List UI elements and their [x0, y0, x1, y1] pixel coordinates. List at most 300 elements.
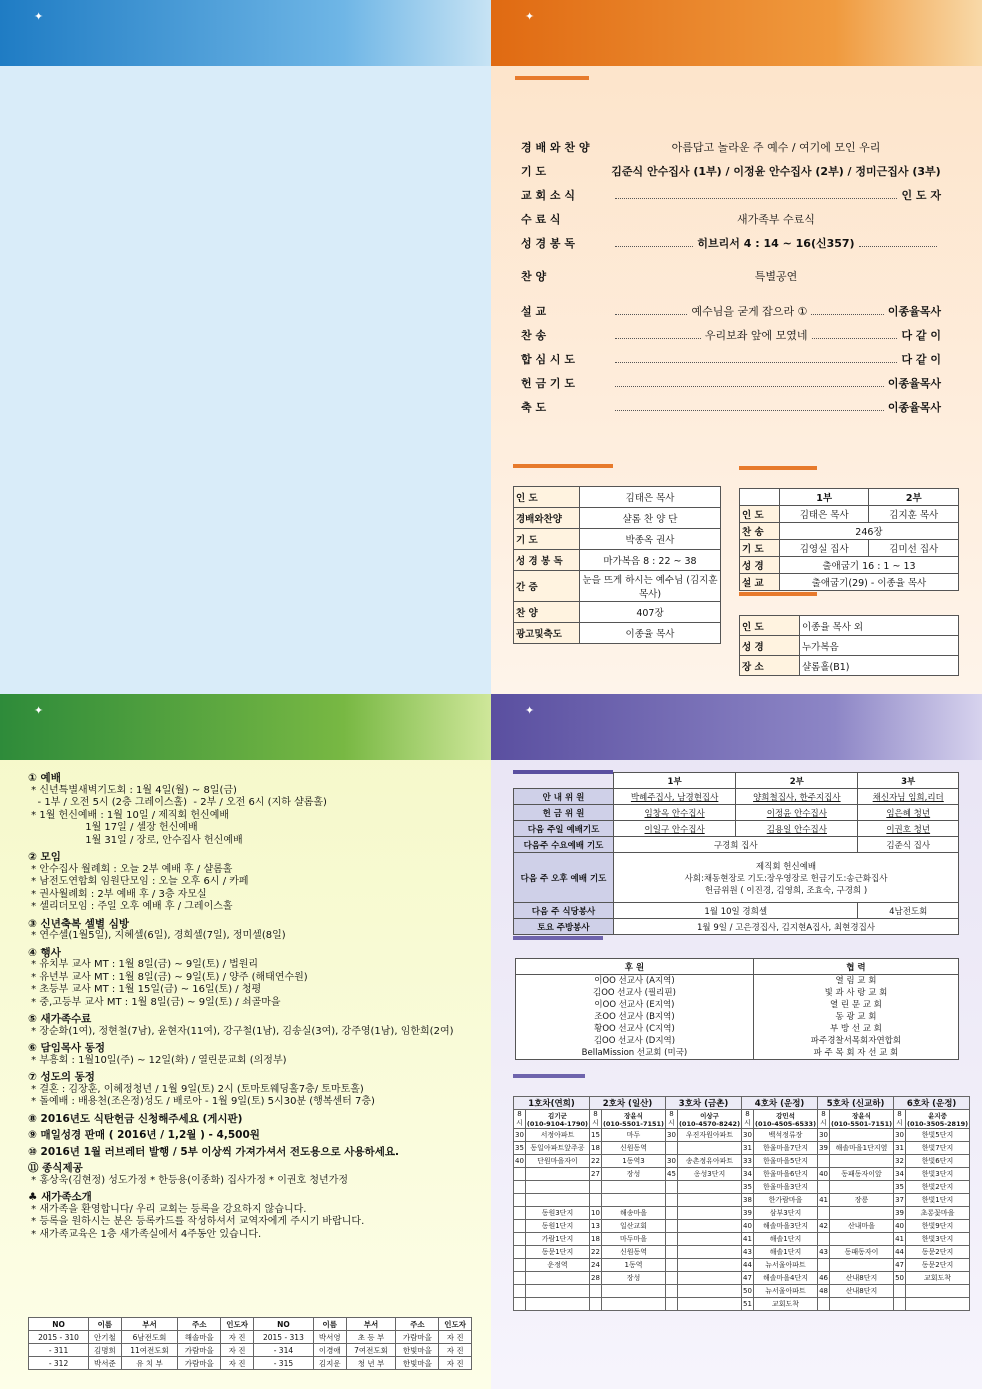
order-item: 예수님을 굳게 잡으라 ①	[691, 305, 808, 318]
news-line: * 남전도연합회 임원단모임 : 오늘 오후 6시 / 카페	[28, 876, 249, 887]
bus-stop	[601, 1194, 665, 1207]
table-row	[514, 1194, 970, 1207]
bus-min: 40	[514, 1155, 526, 1168]
bus-hour: 8시	[742, 1110, 754, 1129]
bus-driver: 김기군 (010-9104-1790)	[526, 1111, 589, 1128]
bus-stop	[525, 1181, 589, 1194]
bus-min: 50	[894, 1272, 906, 1285]
news-line: * 1월 헌신예배 : 1월 10일 / 제직회 헌신예배	[28, 809, 230, 821]
order-label: 찬 양	[521, 270, 547, 283]
bus-min	[818, 1233, 830, 1246]
table-row	[514, 529, 721, 550]
bus-stop	[525, 1298, 589, 1311]
table-row	[516, 975, 959, 1060]
bus-stop	[525, 1272, 589, 1285]
order-label: 경 배 와 찬 양	[521, 141, 590, 154]
table-row	[740, 523, 959, 540]
row-value: 박종옥 권사	[580, 529, 721, 550]
bus-stop	[601, 1298, 665, 1311]
nf-head: NO	[253, 1318, 313, 1331]
bus-min: 39	[894, 1207, 906, 1220]
bus-stop	[525, 1285, 589, 1298]
bus-min: 44	[894, 1246, 906, 1259]
bus-stop	[829, 1155, 893, 1168]
news-line: * 등록을 원하시는 분은 등록카드를 작성하셔서 교역자에게 주시기 바랍니다.	[28, 1216, 365, 1227]
bus-hour: 8시	[590, 1110, 602, 1129]
nf-cell: 가람마을	[178, 1357, 221, 1370]
row-value: 누가복음	[800, 636, 959, 656]
nf-cell: 이경애	[313, 1344, 346, 1357]
bus-min	[514, 1259, 526, 1272]
order-row	[521, 375, 941, 391]
news-line: 1월 17일 / 셀장 헌신예배	[28, 822, 198, 833]
news-line: * 중,고등부 교사 MT : 1월 8일(금) ~ 9일(토) / 쇠골마을	[28, 996, 281, 1008]
order-label: 수 료 식	[521, 213, 561, 226]
nf-cell: - 314	[253, 1344, 313, 1357]
bus-head: 6호차 (운정)	[894, 1097, 970, 1110]
bus-stop: 교회도착	[906, 1272, 970, 1285]
bus-stop: 한빛9단지	[906, 1220, 970, 1233]
bus-hour: 8시	[514, 1110, 526, 1129]
news-line: ⑤ 새가족수료	[28, 1013, 92, 1025]
row-label: 경배와찬양	[514, 508, 580, 529]
table-row	[514, 623, 721, 644]
dotted-leader	[812, 331, 898, 339]
bus-stop	[525, 1168, 589, 1181]
row-value: 마가복음 8 : 22 ~ 38	[580, 550, 721, 571]
table-row	[29, 1318, 472, 1331]
order-row	[521, 235, 941, 251]
dawn-table	[739, 615, 959, 676]
nf-cell: 가람마을	[396, 1331, 439, 1344]
bus-min	[818, 1298, 830, 1311]
bus-stop: 한울마을6단지	[753, 1168, 817, 1181]
nf-cell: 자 진	[439, 1331, 472, 1344]
bus-min	[666, 1142, 678, 1155]
bus-driver: 장윤식 (010-5501-7151)	[830, 1111, 893, 1128]
bus-min	[818, 1259, 830, 1272]
bus-stop: 해솔1단지	[753, 1233, 817, 1246]
nf-cell: 자 진	[439, 1344, 472, 1357]
nf-cell: 7여전도회	[346, 1344, 396, 1357]
bus-stop: 삼부3단지	[753, 1207, 817, 1220]
bus-stop	[829, 1207, 893, 1220]
order-person: 이종율목사	[887, 401, 941, 414]
bus-head: 3호차 (금촌)	[666, 1097, 742, 1110]
bus-stop: 동원1단지	[525, 1220, 589, 1233]
bus-stop: 단원마을자이	[525, 1155, 589, 1168]
bus-stop	[525, 1194, 589, 1207]
pm-table	[513, 486, 721, 644]
bus-min: 35	[742, 1181, 754, 1194]
order-label: 찬 송	[521, 329, 547, 342]
table-row	[514, 1298, 970, 1311]
bus-stop	[677, 1272, 741, 1285]
sunday-tag	[515, 76, 589, 80]
bus-min: 15	[590, 1129, 602, 1142]
news-line: ⑧ 2016년도 식탄헌금 신청해주세요 (게시판)	[28, 1112, 243, 1125]
ws-cell: 1월 10일 경희셀	[614, 903, 858, 919]
bus-stop: 1동역	[601, 1259, 665, 1272]
bus-min: 30	[894, 1129, 906, 1142]
bus-min: 41	[818, 1194, 830, 1207]
nf-cell: 안기철	[89, 1331, 122, 1344]
bus-stop: 뉴서울아파트	[753, 1285, 817, 1298]
row-label: 장 소	[740, 656, 800, 676]
news-line: ① 예배	[28, 772, 61, 784]
bus-min: 47	[742, 1272, 754, 1285]
sparkle-icon: ✦	[525, 10, 535, 23]
bus-min: 40	[742, 1220, 754, 1233]
sup-left-item: 황OO 선교사 (C지역)	[594, 1024, 675, 1034]
ws-head: 2부	[736, 773, 858, 789]
bus-min	[666, 1207, 678, 1220]
bus-min: 50	[742, 1285, 754, 1298]
bus-min: 45	[666, 1168, 678, 1181]
bus-min	[818, 1155, 830, 1168]
dotted-leader	[615, 331, 701, 339]
order-label: 설 교	[521, 305, 547, 318]
newcomer-table	[28, 1317, 472, 1370]
order-item: 히브리서 4 : 14 ~ 16(신357)	[697, 237, 855, 250]
table-row	[514, 550, 721, 571]
table-row	[514, 1155, 970, 1168]
bus-min	[514, 1272, 526, 1285]
news-line: * 새가족교육은 1층 새가족실에서 4주동안 있습니다.	[28, 1228, 262, 1240]
bus-min: 34	[894, 1168, 906, 1181]
news-line: * 권사월례회 : 2부 예배 후 / 3층 자모실	[28, 888, 207, 900]
nf-cell: - 312	[29, 1357, 89, 1370]
row-label: 기 도	[514, 529, 580, 550]
order-person: 인 도 자	[901, 189, 941, 202]
ws-table	[513, 772, 959, 935]
dotted-leader	[615, 239, 693, 247]
news-line: * 새가족을 환영합니다/ 우리 교회는 등록을 강요하지 않습니다.	[28, 1203, 307, 1215]
koinonia-panel	[491, 694, 982, 1389]
bus-min	[666, 1272, 678, 1285]
bus-stop: 산내마을	[829, 1220, 893, 1233]
table-row	[516, 959, 959, 975]
bus-stop: 장성	[601, 1168, 665, 1181]
bus-stop	[601, 1285, 665, 1298]
ws-cell: 양희철집사, 한주지집사	[736, 789, 858, 805]
bus-stop: 신원동역	[601, 1246, 665, 1259]
bus-stop: 해솔1단지	[753, 1246, 817, 1259]
bus-min: 47	[894, 1259, 906, 1272]
news-line: * 결혼 : 김장훈, 이혜정청년 / 1월 9일(토) 2시 (토마토웨딩홀7층/ 토마토홀)	[28, 1083, 364, 1095]
sup-head: 협 력	[753, 959, 958, 975]
note-panel	[0, 0, 491, 694]
row-label: 성 경	[740, 636, 800, 656]
sup-left	[516, 975, 754, 1060]
bus-head: 2호차 (일산)	[590, 1097, 666, 1110]
bus-stop: 동문2단지	[906, 1259, 970, 1272]
sparkle-icon: ✦	[34, 10, 44, 23]
order-item: 새가족부 수료식	[737, 213, 815, 226]
bus-min: 35	[894, 1181, 906, 1194]
bus-driver: 이상구 (010-4570-8242)	[678, 1111, 741, 1128]
bus-stop: 마두	[601, 1129, 665, 1142]
bus-hour: 8시	[894, 1110, 906, 1129]
bus-min	[514, 1220, 526, 1233]
bus-stop: 한울마을5단지	[753, 1155, 817, 1168]
bus-min: 40	[894, 1220, 906, 1233]
nf-head: 부서	[121, 1318, 178, 1331]
bus-stop: 운정역	[525, 1259, 589, 1272]
nf-cell: 자 진	[221, 1344, 254, 1357]
news-line: * 유치부 교사 MT : 1월 8일(금) ~ 9일(토) / 법원리	[28, 959, 259, 970]
ws-cell: 김준식 집사	[858, 837, 959, 853]
table-row	[740, 574, 959, 591]
bus-min: 41	[894, 1233, 906, 1246]
bus-min	[514, 1194, 526, 1207]
bus-stop	[677, 1246, 741, 1259]
sup-right-item: 부 방 선 교 회	[830, 1024, 882, 1034]
table-row	[514, 1272, 970, 1285]
bus-min: 39	[818, 1142, 830, 1155]
table-row	[740, 656, 959, 676]
bus-min: 18	[590, 1233, 602, 1246]
bus-stop: 초롱꽃마을	[906, 1207, 970, 1220]
row-value: 출애굽기(29) - 이종율 목사	[779, 574, 958, 591]
bus-min	[666, 1181, 678, 1194]
bus-min: 40	[818, 1168, 830, 1181]
nf-cell: 한빛마을	[396, 1344, 439, 1357]
bus-min: 31	[742, 1142, 754, 1155]
ws-cell: 이일구 안수집사	[614, 821, 736, 837]
news-line: 1월 31일 / 장로, 안수집사 헌신예배	[28, 834, 243, 846]
bus-stop: 동패동자이	[829, 1246, 893, 1259]
sup-right-item: 파 주 목 회 자 선 교 회	[813, 1048, 899, 1058]
nf-cell: - 315	[253, 1357, 313, 1370]
order-item: 김준식 안수집사 (1부) / 이정윤 안수집사 (2부) / 정미근집사 (3부)	[611, 165, 941, 178]
nf-head: 주소	[178, 1318, 221, 1331]
bus-stop: 일산교회	[601, 1220, 665, 1233]
ws-cell: 1월 9일 / 고은경집사, 김지현A집사, 최현경집사	[614, 919, 959, 935]
order-row	[521, 139, 941, 155]
bus-stop	[677, 1207, 741, 1220]
table-row	[514, 821, 959, 837]
bus-min: 48	[818, 1285, 830, 1298]
order-row	[521, 303, 941, 319]
bus-stop: 동문1단지	[525, 1246, 589, 1259]
bus-min: 39	[742, 1207, 754, 1220]
bus-min	[590, 1298, 602, 1311]
ws-cell: 이권호 청년	[858, 821, 959, 837]
row-label: 인 도	[740, 506, 780, 523]
news-line: ⑪ 종식제공	[28, 1162, 83, 1174]
order-label: 축 도	[521, 401, 547, 414]
bus-stop: 해솔마을3단지	[753, 1220, 817, 1233]
bus-min	[514, 1285, 526, 1298]
bus-min	[894, 1285, 906, 1298]
news-line: - 1부 / 오전 5시 (2층 그레이스홀) - 2부 / 오전 6시 (지하 샬롬홀)	[28, 797, 327, 808]
news-line: ⑨ 매일성경 판매 ( 2016년 / 1,2월 ) - 4,500원	[28, 1129, 260, 1141]
dawn-tag	[739, 592, 817, 596]
bus-min: 44	[742, 1259, 754, 1272]
bus-stop: 한빛5단지	[906, 1129, 970, 1142]
row-value: 246장	[779, 523, 958, 540]
dotted-leader	[615, 403, 884, 411]
bus-min	[666, 1194, 678, 1207]
order-item: 특별공연	[754, 270, 798, 283]
wed-head: 1부	[779, 489, 869, 506]
table-row	[740, 506, 959, 523]
nf-cell: 박서영	[313, 1331, 346, 1344]
bus-min: 42	[818, 1220, 830, 1233]
nf-cell: 유 치 부	[121, 1357, 178, 1370]
bus-stop	[677, 1233, 741, 1246]
bus-stop	[906, 1285, 970, 1298]
table-row	[514, 853, 959, 903]
bus-stop: 한울마을7단지	[753, 1142, 817, 1155]
bus-min: 30	[742, 1129, 754, 1142]
order-row	[521, 211, 941, 227]
bus-stop	[601, 1181, 665, 1194]
sup-right-item: 빛 과 사 랑 교 회	[824, 988, 888, 998]
sup-left-item: 이OO 선교사 (A지역)	[594, 976, 675, 986]
koinonia-header	[491, 694, 982, 760]
ws-pm-line: 사회:채동현장로 기도:장우영장로 헌금기도:송근화집사	[684, 873, 888, 884]
bus-min: 38	[742, 1194, 754, 1207]
news-line: * 돌예배 : 배용천(조은정)성도 / 배로아 - 1월 9일(토) 5시30분 (행복센터 7층)	[28, 1096, 375, 1107]
table-row	[740, 636, 959, 656]
row-value: 샬롬 찬 양 단	[580, 508, 721, 529]
bus-stop: 송촌정유아파트	[677, 1155, 741, 1168]
news-line: * 홍상욱(김현정) 성도가정 * 한등용(이종화) 집사가정 * 이권호 청년가정	[28, 1174, 349, 1186]
dotted-leader	[615, 307, 687, 315]
nf-cell: 박서준	[89, 1357, 122, 1370]
bus-stop	[829, 1298, 893, 1311]
bus-table	[513, 1096, 970, 1311]
table-row	[740, 557, 959, 574]
table-row	[514, 1142, 970, 1155]
bus-stop: 옹성3단지	[677, 1168, 741, 1181]
dotted-leader	[615, 379, 884, 387]
order-row	[521, 327, 941, 343]
nf-cell: 6남전도회	[121, 1331, 178, 1344]
nf-cell: - 311	[29, 1344, 89, 1357]
sup-right-item: 동 광 교 회	[835, 1012, 877, 1022]
bus-stop: 동원3단지	[525, 1207, 589, 1220]
sup-left-item: 이OO 선교사 (E지역)	[594, 1000, 675, 1010]
bus-stop: 백석정류장	[753, 1129, 817, 1142]
news-line: ② 모임	[28, 851, 61, 863]
sup-left-item: BellaMission 선교회 (미국)	[581, 1048, 688, 1058]
ws-cell: 김용일 안수집사	[736, 821, 858, 837]
bus-driver: 장윤식 (010-5501-7151)	[602, 1111, 665, 1128]
bus-min	[514, 1298, 526, 1311]
bus-stop: 해송마을	[601, 1207, 665, 1220]
bus-min	[590, 1285, 602, 1298]
ws-label: 다음주 수요예배 기도	[514, 837, 614, 853]
ws-cell: 구경희 집사	[614, 837, 858, 853]
ws-cell: 임창옥 안수집사	[614, 805, 736, 821]
bus-stop: 한울마을3단지	[753, 1181, 817, 1194]
news-line: * 셀리더모임 : 주일 오후 예배 후 / 그레이스홀	[28, 901, 233, 912]
bus-stop: 한빛7단지	[906, 1142, 970, 1155]
order-row	[521, 351, 941, 367]
ws-head: 3부	[858, 773, 959, 789]
bus-min: 37	[894, 1194, 906, 1207]
bus-stop: 산내8단지	[829, 1285, 893, 1298]
nf-head: 인도자	[221, 1318, 254, 1331]
news-line: * 초등부 교사 MT : 1월 15일(금) ~ 16일(토) / 청평	[28, 984, 262, 995]
bus-stop	[906, 1298, 970, 1311]
bus-stop: 1동역3	[601, 1155, 665, 1168]
news-line: * 유년부 교사 MT : 1월 8일(금) ~ 9일(토) / 양주 (해태연수원)	[28, 971, 308, 983]
nf-head: 부서	[346, 1318, 396, 1331]
bus-min	[514, 1168, 526, 1181]
row-label: 간 증	[514, 571, 580, 602]
bus-stop: 산내8단지	[829, 1272, 893, 1285]
table-row	[514, 1246, 970, 1259]
bus-hour: 8시	[666, 1110, 678, 1129]
bus-min	[590, 1194, 602, 1207]
nf-cell: 가람마을	[178, 1344, 221, 1357]
order-row	[521, 187, 941, 203]
bus-stop	[829, 1233, 893, 1246]
nf-cell: 초 등 부	[346, 1331, 396, 1344]
dotted-leader	[615, 355, 897, 363]
bus-min: 31	[894, 1142, 906, 1155]
nf-head: 이름	[313, 1318, 346, 1331]
dotted-leader	[859, 239, 937, 247]
ws-cell: 이정윤 안수집사	[736, 805, 858, 821]
bus-stop: 한빛3단지	[906, 1168, 970, 1181]
dotted-leader	[615, 191, 897, 199]
row-value: 출애굽기 16 : 1 ~ 13	[779, 557, 958, 574]
bus-min: 34	[742, 1168, 754, 1181]
table-row	[29, 1344, 472, 1357]
sup-left-item: 김OO 선교사 (필리핀)	[593, 988, 676, 998]
table-row	[514, 1220, 970, 1233]
table-row	[514, 789, 959, 805]
table-row	[29, 1331, 472, 1344]
sup-head: 후 원	[516, 959, 754, 975]
support-table	[515, 958, 959, 1060]
bus-min	[514, 1246, 526, 1259]
pm-tag	[513, 464, 613, 468]
news-line: * 신년특별새벽기도회 : 1월 4일(월) ~ 8일(금)	[28, 784, 237, 796]
order-person: 다 같 이	[901, 353, 941, 366]
row-label: 인 도	[740, 616, 800, 636]
order-item: 우리보좌 앞에 모였네	[704, 329, 808, 342]
table-row	[514, 1285, 970, 1298]
news-header	[0, 694, 491, 760]
bus-stop: 한빛1단지	[906, 1194, 970, 1207]
bus-stop	[677, 1285, 741, 1298]
order-label: 교 회 소 식	[521, 189, 575, 202]
order-person: 이종율목사	[887, 305, 941, 318]
bus-stop: 동일아파트앞주공	[525, 1142, 589, 1155]
order-person: 이종율목사	[887, 377, 941, 390]
corner-cell	[740, 489, 780, 506]
bus-stop	[829, 1259, 893, 1272]
ws-cell: 채신자님 임희,리더	[858, 789, 959, 805]
bus-stop: 한빛2단지	[906, 1181, 970, 1194]
bus-stop: 서정아파트	[525, 1129, 589, 1142]
bus-stop: 해솔마을4단지	[753, 1272, 817, 1285]
bus-min: 30	[514, 1129, 526, 1142]
bus-head: 4호차 (운정)	[742, 1097, 818, 1110]
bus-min: 28	[590, 1272, 602, 1285]
table-row	[514, 773, 959, 789]
bus-min: 32	[894, 1155, 906, 1168]
bus-stop: 신원동역	[601, 1142, 665, 1155]
bus-min: 24	[590, 1259, 602, 1272]
nf-cell: 해솔마을	[178, 1331, 221, 1344]
